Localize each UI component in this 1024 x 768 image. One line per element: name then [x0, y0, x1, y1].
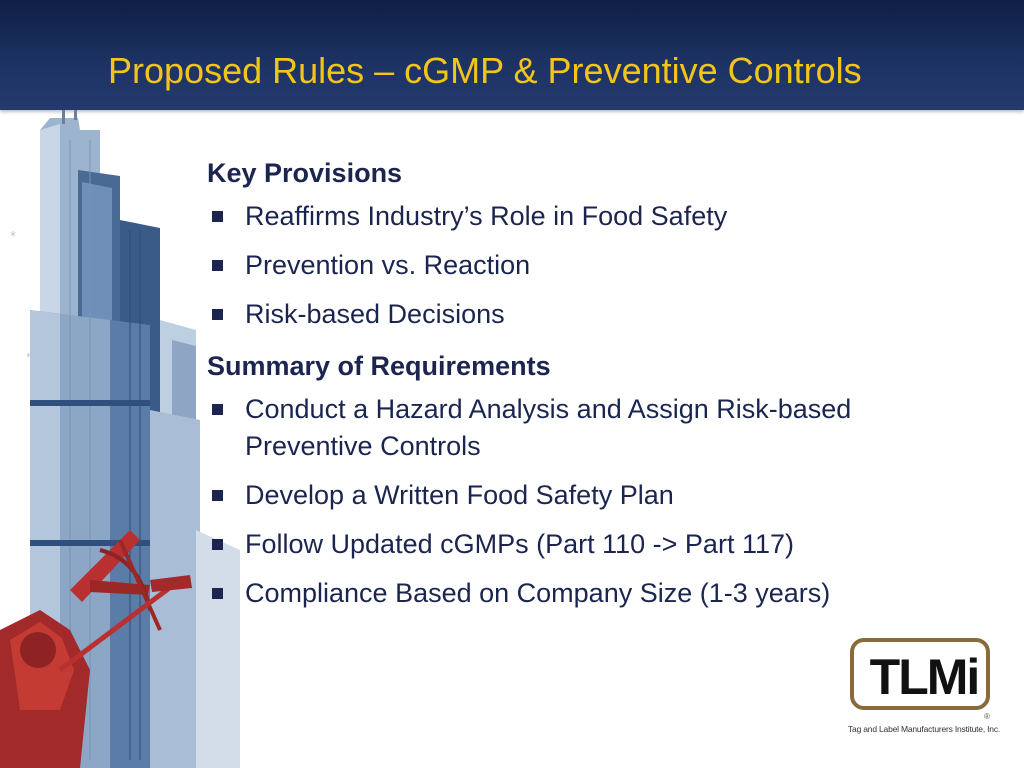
bullet-square-icon: [212, 588, 223, 599]
list-item: [207, 198, 997, 235]
list-item: [207, 296, 997, 333]
bullet-square-icon: [212, 539, 223, 550]
bullet-square-icon: [212, 404, 223, 415]
bullet-text: Risk-based Decisions: [245, 299, 505, 329]
list-item: [207, 526, 997, 563]
list-item: [207, 477, 997, 514]
svg-text:*: *: [10, 229, 16, 243]
slide-title: Proposed Rules – cGMP & Preventive Controls: [108, 50, 862, 91]
section-heading-summary: Summary of Requirements: [207, 351, 551, 381]
list-item: [207, 575, 885, 612]
bullet-text: Prevention vs. Reaction: [245, 250, 531, 280]
key-provisions-list: [207, 198, 997, 333]
list-item: [207, 247, 997, 284]
tlmi-logo: [848, 636, 1001, 740]
logo-wordmark: TLMi: [869, 649, 979, 705]
registered-mark: ®: [984, 712, 990, 721]
bullet-square-icon: [212, 490, 223, 501]
bullet-text: Reaffirms Industry’s Role in Food Safety: [245, 201, 728, 231]
bullet-text: Develop a Written Food Safety Plan: [245, 480, 674, 510]
bullet-square-icon: [212, 211, 223, 222]
bullet-text: Compliance Based on Company Size (1-3 years): [245, 578, 831, 608]
logo-caption: Tag and Label Manufacturers Institute, Inc.: [848, 724, 1001, 734]
bullet-text: Follow Updated cGMPs (Part 110 -> Part 117): [245, 529, 794, 559]
requirements-list: [207, 391, 997, 612]
list-item: [207, 391, 945, 465]
section-heading-key-provisions: Key Provisions: [207, 158, 403, 188]
slide-content: [207, 150, 997, 624]
title-bar: [0, 0, 1024, 110]
svg-text:*: *: [26, 352, 31, 363]
bullet-text: Conduct a Hazard Analysis and Assign Risk-based Preventive Controls: [245, 394, 852, 461]
bullet-square-icon: [212, 309, 223, 320]
bullet-square-icon: [212, 260, 223, 271]
logo-frame: [850, 638, 990, 710]
